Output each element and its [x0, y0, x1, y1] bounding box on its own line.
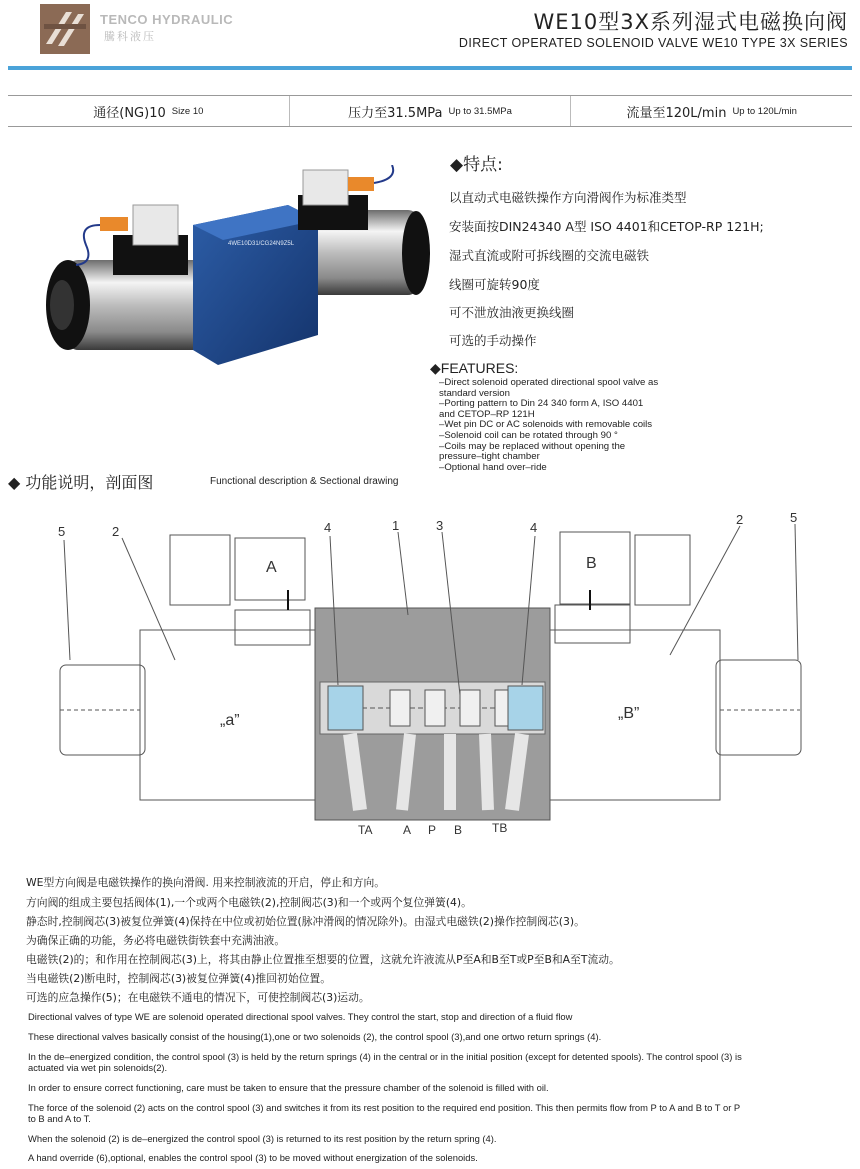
section-heading: ◆ 功能说明，剖面图: [8, 473, 154, 492]
return-spring-left: [328, 686, 363, 730]
logo-text-en: TENCO HYDRAULIC: [100, 12, 234, 27]
sectional-drawing: [30, 510, 830, 845]
feature-en-line: and CETOP–RP 121H: [439, 408, 535, 420]
description-cn-line: WE型方向阀是电磁铁操作的换向滑阀. 用来控制液流的开启，停止和方向。: [26, 876, 386, 889]
right-plug: [303, 170, 348, 205]
description-en-paragraph: In the de–energized condition, the control spool (3) is held by the return springs (4) in the central or in the initial position (except for detented spools). The control spool (3) is actuated via wet pin solenoids(2).: [28, 1051, 742, 1073]
position-a-label: „a”: [220, 712, 240, 729]
right-cable-gland: [348, 177, 374, 191]
solenoid-a-label: A: [266, 559, 277, 576]
section-heading-en: Functional description & Sectional drawing: [210, 476, 399, 487]
spec-bar: [8, 95, 852, 127]
port-p: P: [428, 823, 437, 837]
feature-cn-item: 可不泄放油液更换线圈: [449, 305, 575, 320]
description-cn-line: 电磁铁(2)的；和作用在控制阀芯(3)上，将其由静止位置推至想要的位置，这就允许液流从P至A和B至T或P至B和A至T流动。: [26, 953, 620, 966]
features-en-heading: ◆FEATURES:: [430, 360, 519, 376]
spec-size: [8, 96, 290, 126]
spool-land: [425, 690, 445, 726]
spec-size-main: 通径(NG)10: [93, 105, 166, 121]
feature-en-line: –Porting pattern to Din 24 340 form A, ISO 4401: [439, 398, 644, 410]
nameplate-text: 4WE10D31/CG24N9Z5L: [228, 241, 295, 247]
feature-en-line: –Wet pin DC or AC solenoids with removable coils: [439, 419, 653, 431]
position-b-label: „B”: [618, 705, 640, 722]
spec-flow: [571, 96, 852, 126]
description-cn-line: 当电磁铁(2)断电时，控制阀芯(3)被复位弹簧(4)推回初始位置。: [26, 972, 332, 985]
port-tb: TB: [492, 821, 508, 835]
feature-cn-item: 线圈可旋转90度: [449, 277, 540, 292]
left-plug: [133, 205, 178, 245]
page-title-cn: WE10型3X系列湿式电磁换向阀: [533, 10, 848, 34]
feature-cn-item: 安装面按DIN24340 A型 ISO 4401和CETOP-RP 121H;: [449, 219, 764, 234]
spool-land: [460, 690, 480, 726]
description-cn-line: 静态时,控制阀芯(3)被复位弹簧(4)保持在中位或初始位置(脉冲滑阀的情况除外)。由湿式电磁铁(2)操作控制阀芯(3)。: [26, 915, 585, 928]
left-plug-outline: [170, 535, 230, 605]
features-cn-heading: ◆特点:: [450, 155, 503, 175]
callout-5-right: 5: [790, 510, 798, 525]
description-en-paragraph: Directional valves of type WE are solenoid operated directional spool valves. They control the start, stop and direction of a fluid flow: [28, 1011, 573, 1022]
header-divider: [8, 66, 852, 70]
company-logo: [40, 4, 90, 54]
spool-land: [390, 690, 410, 726]
spec-size-small: Size 10: [171, 105, 204, 117]
description-en-paragraph: The force of the solenoid (2) acts on the control spool (3) and switches it from its rest position to the required end position. This then permits flow from P to A and B to T or P to B and A to T.: [28, 1102, 740, 1124]
callout-5-left: 5: [58, 524, 66, 539]
description-en-paragraph: When the solenoid (2) is de–energized the control spool (3) is returned to its rest position by the return spring (4).: [28, 1133, 497, 1144]
features-en-list: [439, 378, 739, 473]
right-end-cap: [402, 211, 430, 295]
logo-icon: [40, 4, 90, 54]
port-ta: TA: [358, 823, 373, 837]
return-spring-right: [508, 686, 543, 730]
spec-flow-main: 流量至120L/min: [626, 105, 727, 121]
description-en-paragraph: A hand override (6),optional, enables the control spool (3) to be moved without energization of the solenoids.: [28, 1152, 478, 1163]
feature-en-line: pressure–tight chamber: [439, 451, 540, 463]
feature-en-line: –Direct solenoid operated directional spool valve as: [439, 377, 659, 388]
callout-2-right: 2: [736, 512, 744, 527]
port-b: B: [454, 823, 463, 837]
callout-4-left: 4: [324, 520, 332, 535]
spec-flow-small: Up to 120L/min: [732, 105, 797, 117]
solenoid-b-label: B: [586, 555, 597, 572]
left-cable-gland: [100, 217, 128, 231]
description-cn-line: 可选的应急操作(5)；在电磁铁不通电的情况下，可使控制阀芯(3)运动。: [26, 991, 370, 1004]
feature-en-line: standard version: [439, 387, 510, 399]
port-a: A: [403, 823, 412, 837]
spec-pressure-small: Up to 31.5MPa: [448, 105, 512, 117]
spec-pressure: [290, 96, 572, 126]
callout-4-right: 4: [530, 520, 538, 535]
right-manual-override: [716, 660, 801, 755]
callout-1: 1: [392, 518, 400, 533]
feature-cn-item: 可选的手动操作: [449, 333, 537, 348]
feature-en-line: –Coils may be replaced without opening the: [439, 440, 626, 452]
callout-2-left: 2: [112, 524, 120, 539]
spec-pressure-main: 压力至31.5MPa: [348, 105, 443, 121]
feature-en-line: –Solenoid coil can be rotated through 90 °: [439, 429, 618, 441]
feature-cn-item: 以直动式电磁铁操作方向滑阀作为标准类型: [449, 190, 687, 205]
page-title-en: DIRECT OPERATED SOLENOID VALVE WE10 TYPE 3X SERIES: [458, 36, 848, 50]
description-cn-line: 方向阀的组成主要包括阀体(1),一个或两个电磁铁(2),控制阀芯(3)和一个或两个复位弹簧(4)。: [26, 896, 472, 909]
callout-3: 3: [436, 518, 444, 533]
logo-text-cn: 騰科液压: [104, 30, 156, 43]
description-cn-line: 为确保正确的功能，务必将电磁铁街铁套中充满油液。: [26, 934, 286, 947]
product-photo: [28, 165, 438, 380]
feature-en-line: –Optional hand over–ride: [439, 461, 547, 473]
description-en-paragraph: These directional valves basically consist of the housing(1),one or two solenoids (2), the control spool (3),and one ortwo return springs (4).: [28, 1031, 602, 1042]
description-en-paragraph: In order to ensure correct functioning, care must be taken to ensure that the pressure chamber of the solenoid is filled with oil.: [28, 1082, 549, 1093]
feature-cn-item: 湿式直流或附可拆线圈的交流电磁铁: [449, 248, 650, 263]
